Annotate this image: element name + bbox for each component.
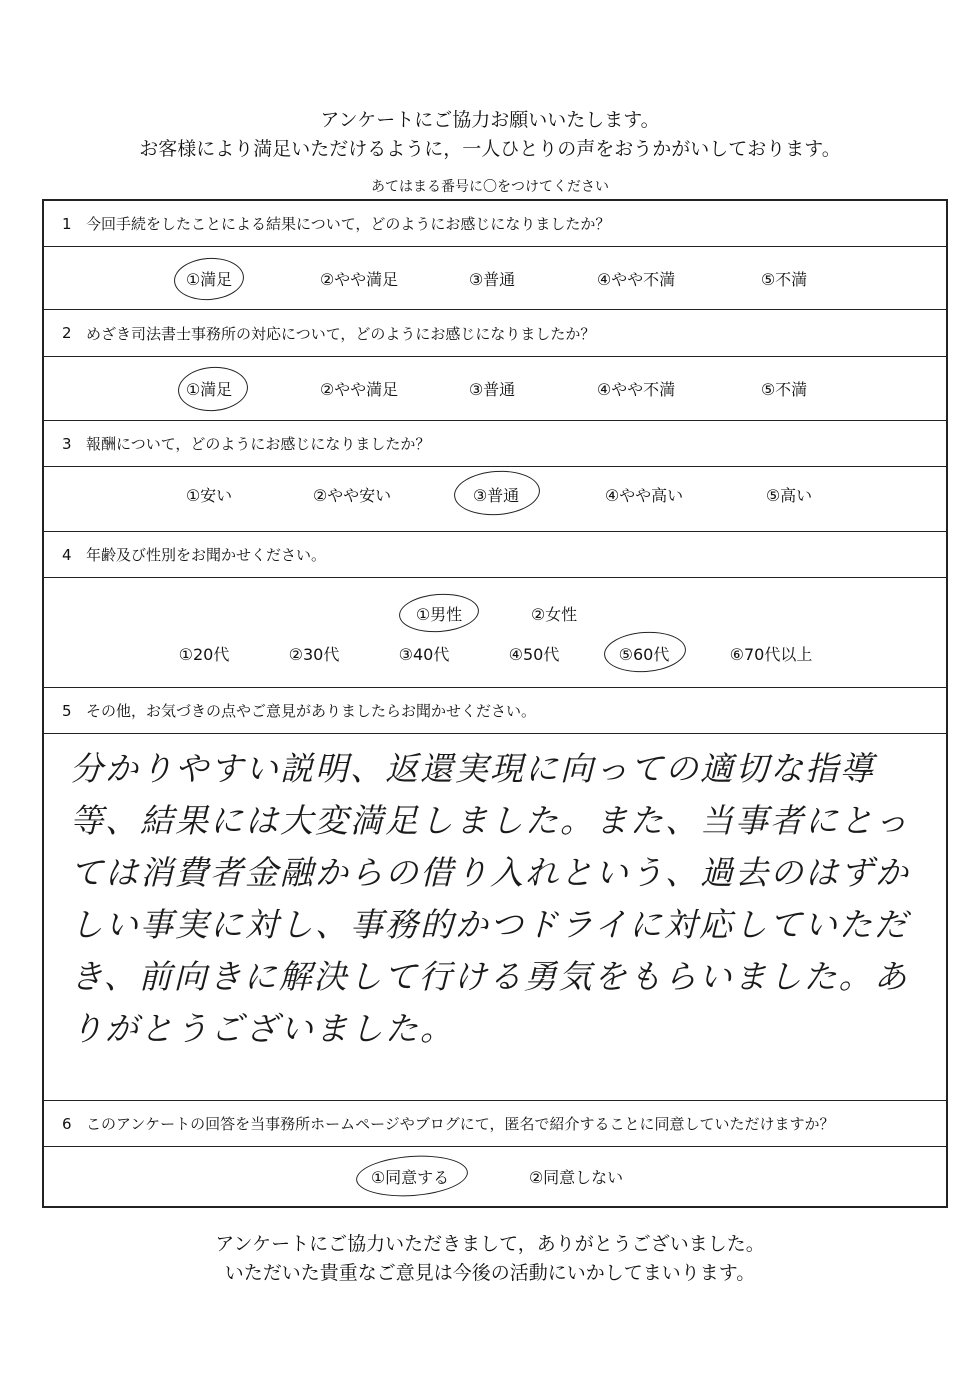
option[interactable]: ①満足 bbox=[185, 270, 233, 289]
question-text: このアンケートの回答を当事務所ホームページやブログにて，匿名で紹介することに同意していただけますか？ bbox=[86, 1115, 835, 1133]
survey-footer bbox=[0, 1230, 980, 1288]
question-text: 報酬について，どのようにお感じになりましたか？ bbox=[86, 435, 431, 453]
question-2 bbox=[44, 309, 946, 356]
age-option[interactable]: ④50代 bbox=[508, 645, 560, 664]
answer-row-2 bbox=[44, 356, 946, 420]
option[interactable]: ①満足 bbox=[185, 380, 233, 399]
header-line-1: アンケートにご協力お願いいたします。 bbox=[320, 109, 660, 131]
option[interactable]: ②やや安い bbox=[312, 486, 392, 505]
question-6 bbox=[44, 1100, 946, 1146]
option[interactable]: ②やや満足 bbox=[319, 380, 399, 399]
answer-row-1 bbox=[44, 246, 946, 309]
option[interactable]: ⑤不満 bbox=[760, 270, 808, 289]
age-option[interactable]: ②30代 bbox=[288, 645, 340, 664]
age-option[interactable]: ③40代 bbox=[398, 645, 450, 664]
answer-row-6 bbox=[44, 1146, 946, 1206]
gender-option[interactable]: ①男性 bbox=[415, 605, 463, 624]
option[interactable]: ①安い bbox=[185, 486, 233, 505]
age-option[interactable]: ⑤60代 bbox=[618, 645, 670, 664]
answer-row-4 bbox=[44, 577, 946, 687]
option[interactable]: ①同意する bbox=[370, 1168, 450, 1187]
question-5 bbox=[44, 687, 946, 733]
option[interactable]: ③普通 bbox=[468, 380, 516, 399]
footer-line-1: アンケートにご協力いただきまして，ありがとうございました。 bbox=[215, 1233, 765, 1255]
question-number: 4 bbox=[62, 545, 72, 564]
option[interactable]: ②同意しない bbox=[528, 1168, 624, 1187]
gender-option[interactable]: ②女性 bbox=[530, 605, 578, 624]
option[interactable]: ③普通 bbox=[468, 270, 516, 289]
option[interactable]: ④やや不満 bbox=[596, 380, 676, 399]
option[interactable]: ⑤高い bbox=[765, 486, 813, 505]
question-text: その他，お気づきの点やご意見がありましたらお聞かせください。 bbox=[86, 702, 537, 720]
handwritten-comment: 分かりやすい説明、返還実現に向っての適切な指導等、結果には大変満足しました。また、当事者にとっては消費者金融からの借り入れという、過去のはずかしい事実に対し、事務的かつドライに対応していただき、前向きに解決して行ける勇気をもらいました。ありがとうございました。 bbox=[70, 749, 910, 1048]
question-text: 年齢及び性別をお聞かせください。 bbox=[86, 546, 327, 564]
header-line-2: お客様により満足いただけるように，一人ひとりの声をおうかがいしております。 bbox=[139, 138, 841, 160]
survey-header bbox=[0, 106, 980, 164]
survey-form bbox=[42, 199, 948, 1208]
option[interactable]: ⑤不満 bbox=[760, 380, 808, 399]
question-text: 今回手続をしたことによる結果について，どのようにお感じになりましたか？ bbox=[86, 215, 611, 233]
instruction-text: あてはまる番号に〇をつけてください bbox=[371, 179, 609, 195]
question-3 bbox=[44, 420, 946, 466]
question-number: 1 bbox=[62, 214, 72, 233]
option[interactable]: ④やや不満 bbox=[596, 270, 676, 289]
question-4 bbox=[44, 531, 946, 577]
question-1 bbox=[44, 201, 946, 246]
age-option[interactable]: ⑥70代以上 bbox=[729, 645, 813, 664]
question-number: 6 bbox=[62, 1114, 72, 1133]
question-text: めざき司法書士事務所の対応について，どのようにお感じになりましたか？ bbox=[86, 324, 596, 343]
option[interactable]: ④やや高い bbox=[604, 486, 684, 505]
question-number: 3 bbox=[62, 434, 72, 453]
age-option[interactable]: ①20代 bbox=[178, 645, 230, 664]
option[interactable]: ②やや満足 bbox=[319, 270, 399, 289]
question-number: 5 bbox=[62, 701, 72, 720]
footer-line-2: いただいた貴重なご意見は今後の活動にいかしてまいります。 bbox=[224, 1262, 756, 1284]
question-number: 2 bbox=[62, 324, 72, 342]
option[interactable]: ③普通 bbox=[472, 486, 520, 505]
